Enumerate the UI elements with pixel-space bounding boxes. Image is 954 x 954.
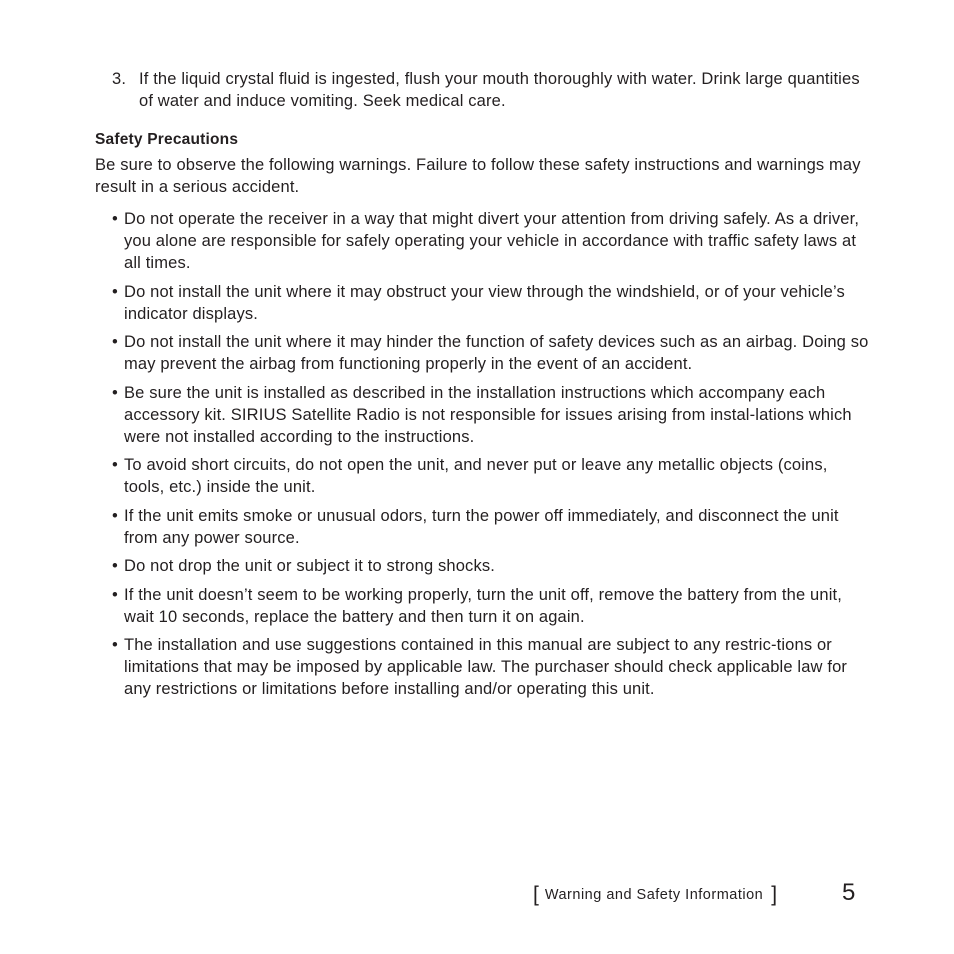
bullet-text: Do not operate the receiver in a way that might divert your attention from driving safely. As a driver, you alone are responsible for safely operating your vehicle in accordance with traffic safety laws at all times.	[124, 210, 860, 272]
bullet-text: To avoid short circuits, do not open the unit, and never put or leave any metallic objects (coins, tools, etc.) inside the unit.	[124, 456, 828, 496]
bullet-icon: •	[112, 333, 118, 351]
bullet-text: The installation and use suggestions contained in this manual are subject to any restric-tions or limitations that may be imposed by applicable law. The purchaser should check applicable law for any restrictions or limitations before installing and/or operating this unit.	[124, 636, 848, 698]
footer-bracket-close: ]	[771, 883, 778, 906]
bullet-icon: •	[112, 557, 118, 575]
safety-bullet-list	[112, 208, 872, 707]
bullet-icon: •	[112, 506, 118, 525]
list-item	[112, 505, 872, 549]
page-footer	[533, 880, 777, 910]
list-item	[112, 555, 872, 577]
list-item	[112, 382, 872, 448]
list-item	[112, 584, 872, 628]
bullet-icon: •	[112, 456, 118, 474]
bullet-icon: •	[112, 282, 118, 301]
footer-section-name: Warning and Safety Information	[544, 887, 764, 903]
item-number: 3.	[112, 70, 127, 88]
bullet-text: Do not drop the unit or subject it to strong shocks.	[124, 557, 495, 575]
footer-bracket-open: [	[533, 883, 539, 906]
list-item	[112, 331, 872, 375]
bullet-icon: •	[112, 210, 118, 228]
bullet-text: If the unit doesn’t seem to be working properly, turn the unit off, remove the battery from the unit, wait 10 seconds, replace the battery and then turn it on again.	[124, 585, 842, 626]
bullet-icon: •	[112, 585, 118, 604]
bullet-text: If the unit emits smoke or unusual odors, turn the power off immediately, and disconnect the unit from any power source.	[124, 506, 839, 547]
numbered-item-3	[112, 68, 872, 112]
bullet-text: Do not install the unit where it may hinder the function of safety devices such as an airbag. Doing so may prevent the airbag from functioning properly in the event of an accident.	[124, 333, 869, 373]
bullet-text: Be sure the unit is installed as described in the installation instructions which accompany each accessory kit. SIRIUS Satellite Radio is not responsible for issues arising from instal-lations which were not installed according to the instructions.	[124, 383, 852, 446]
page-number: 5	[842, 879, 856, 906]
list-item	[112, 634, 872, 700]
list-item	[112, 281, 872, 325]
bullet-icon: •	[112, 636, 118, 654]
item-text: If the liquid crystal fluid is ingested, flush your mouth thoroughly with water. Drink large quantities of water and induce vomiting. Seek medical care.	[139, 70, 860, 110]
section-intro: Be sure to observe the following warnings. Failure to follow these safety instructions and warnings may result in a serious accident.	[95, 156, 861, 196]
list-item	[112, 454, 872, 498]
section-heading: Safety Precautions	[95, 131, 239, 148]
bullet-icon: •	[112, 383, 118, 402]
list-item	[112, 208, 872, 274]
bullet-text: Do not install the unit where it may obstruct your view through the windshield, or of your vehicle’s indicator displays.	[124, 282, 845, 323]
